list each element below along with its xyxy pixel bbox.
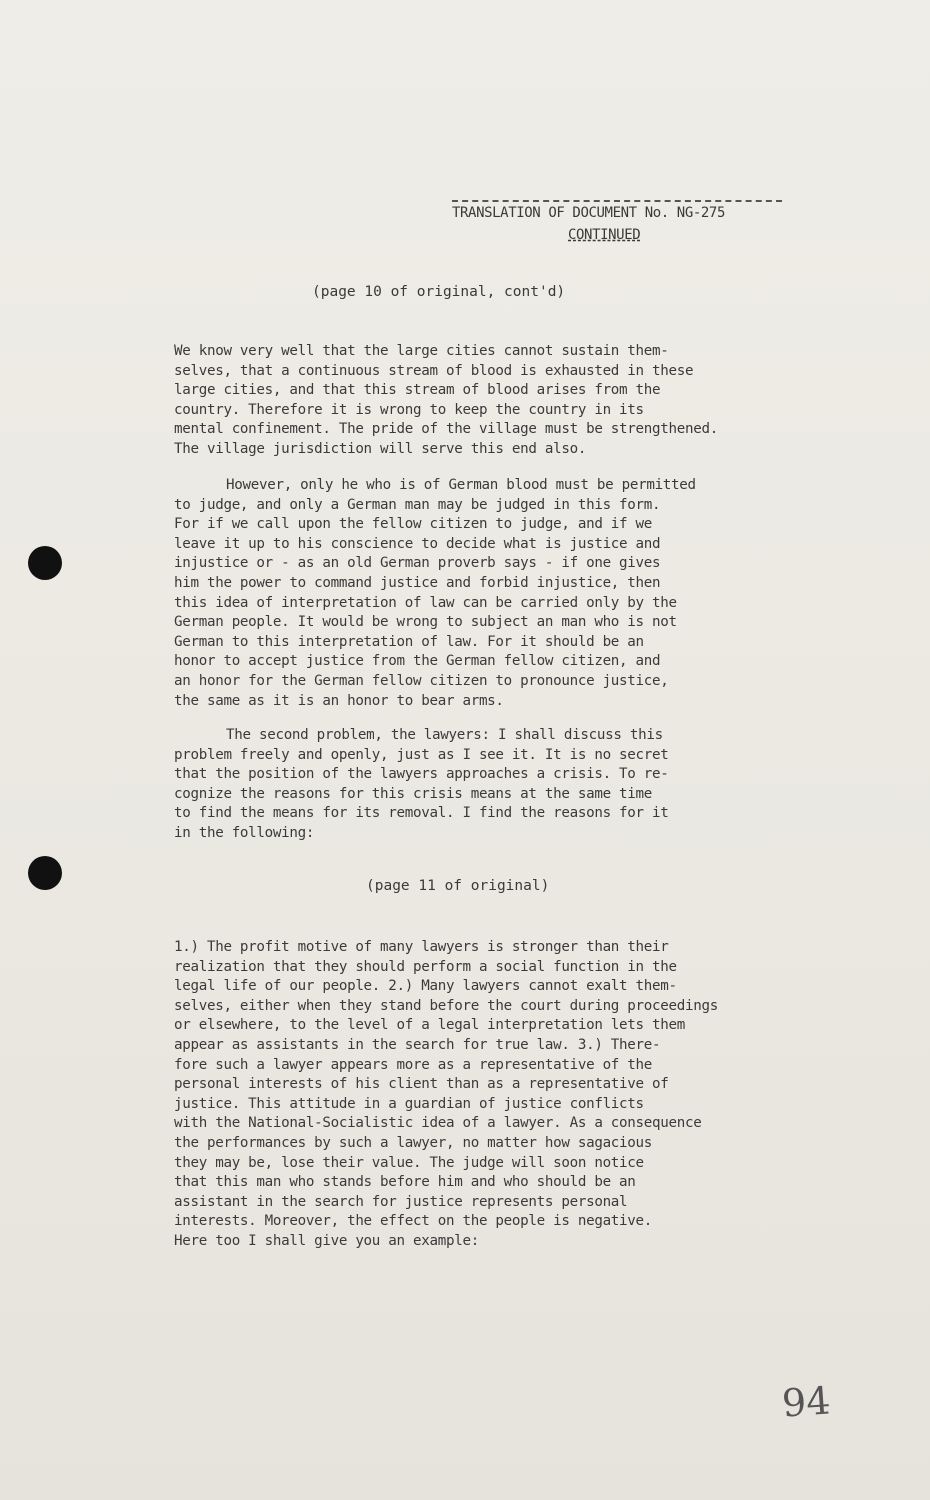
text-line: personal interests of his client than as a representative of (174, 1076, 669, 1093)
text-line: German people. It would be wrong to subject an man who is not (174, 614, 677, 631)
text-line: assistant in the search for justice represents personal (174, 1193, 628, 1210)
text-line: an honor for the German fellow citizen to pronounce justice, (174, 672, 669, 689)
text-line: selves, either when they stand before the court during proceedings (174, 997, 718, 1014)
text-line: mental confinement. The pride of the village must be strengthened. (174, 421, 718, 438)
text-line: the performances by such a lawyer, no matter how sagacious (174, 1134, 653, 1151)
page-reference-11: (page 11 of original) (366, 878, 550, 894)
text-line: with the National-Socialistic idea of a lawyer. As a consequence (174, 1115, 702, 1132)
document-subtitle: CONTINUED (568, 227, 641, 243)
paragraph-4 (174, 938, 824, 1252)
punch-hole-top (28, 546, 62, 580)
text-line: realization that they should perform a social function in the (174, 958, 677, 975)
text-line: to find the means for its removal. I find the reasons for it (174, 805, 669, 822)
punch-hole-bottom (28, 856, 62, 890)
document-header (452, 200, 782, 246)
text-line: interests. Moreover, the effect on the people is negative. (174, 1213, 653, 1230)
text-line: Here too I shall give you an example: (174, 1232, 479, 1249)
text-line: honor to accept justice from the German fellow citizen, and (174, 653, 661, 670)
document-title: TRANSLATION OF DOCUMENT No. NG-275 (452, 205, 725, 221)
text-line: German to this interpretation of law. For it should be an (174, 633, 644, 650)
page-reference-10: (page 10 of original, cont'd) (312, 284, 566, 300)
text-line: the same as it is an honor to bear arms. (174, 692, 504, 709)
text-line: selves, that a continuous stream of blood is exhausted in these (174, 362, 694, 379)
text-line: We know very well that the large cities cannot sustain them- (174, 343, 669, 359)
paragraph-1 (174, 342, 824, 460)
text-line: they may be, lose their value. The judge will soon notice (174, 1154, 644, 1171)
text-line: in the following: (174, 824, 315, 841)
text-line: leave it up to his conscience to decide what is justice and (174, 535, 661, 552)
paragraph-3 (174, 726, 824, 844)
paragraph-2 (174, 476, 824, 711)
text-line: cognize the reasons for this crisis means at the same time (174, 785, 653, 802)
text-line: problem freely and openly, just as I see it. It is no secret (174, 746, 669, 763)
text-line: this idea of interpretation of law can be carried only by the (174, 594, 677, 611)
text-line: justice. This attitude in a guardian of justice conflicts (174, 1095, 644, 1112)
text-line: country. Therefore it is wrong to keep the country in its (174, 401, 644, 418)
text-line: However, only he who is of German blood must be permitted (226, 477, 696, 493)
text-line: legal life of our people. 2.) Many lawyers cannot exalt them- (174, 978, 677, 995)
text-line: For if we call upon the fellow citizen to judge, and if we (174, 516, 653, 533)
text-line: large cities, and that this stream of blood arises from the (174, 382, 661, 399)
text-line: that this man who stands before him and who should be an (174, 1174, 636, 1191)
text-line: The second problem, the lawyers: I shall discuss this (226, 727, 663, 743)
text-line: him the power to command justice and forbid injustice, then (174, 574, 661, 591)
text-line: or elsewhere, to the level of a legal interpretation lets them (174, 1017, 685, 1034)
text-line: fore such a lawyer appears more as a representative of the (174, 1056, 653, 1073)
handwritten-page-number: 94 (780, 1378, 832, 1426)
text-line: to judge, and only a German man may be judged in this form. (174, 496, 661, 513)
text-line: The village jurisdiction will serve this end also. (174, 440, 587, 457)
text-line: 1.) The profit motive of many lawyers is stronger than their (174, 939, 669, 955)
text-line: injustice or - as an old German proverb says - if one gives (174, 555, 661, 572)
text-line: appear as assistants in the search for true law. 3.) There- (174, 1036, 661, 1053)
text-line: that the position of the lawyers approaches a crisis. To re- (174, 766, 669, 783)
